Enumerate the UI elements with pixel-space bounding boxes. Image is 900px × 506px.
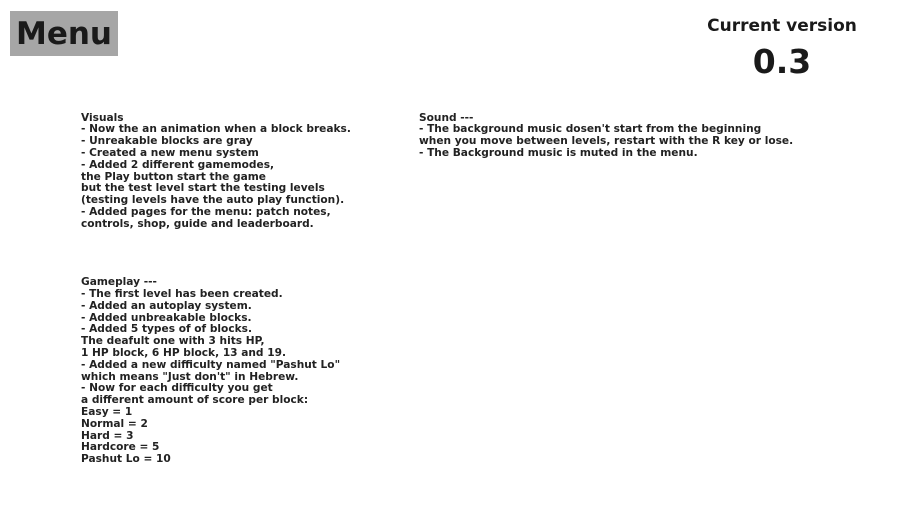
gameplay-section <box>81 277 351 466</box>
visuals-section <box>81 113 351 231</box>
gameplay-line: - Added 5 types of of blocks. <box>81 323 252 336</box>
visuals-line: controls, shop, guide and leaderboard. <box>81 217 314 230</box>
gameplay-heading: Gameplay --- <box>81 276 157 289</box>
sound-section <box>419 113 793 160</box>
gameplay-line: The deafult one with 3 hits HP, <box>81 335 265 348</box>
patch-notes-left-column <box>81 89 351 478</box>
gameplay-line: Hard = 3 <box>81 429 134 442</box>
gameplay-line: Pashut Lo = 10 <box>81 453 171 466</box>
patch-notes-right-column <box>419 89 793 172</box>
visuals-line: - Now the an animation when a block breaks. <box>81 123 351 136</box>
gameplay-line: Normal = 2 <box>81 417 148 430</box>
visuals-line: but the test level start the testing levels <box>81 182 325 195</box>
gameplay-line: - Added a new difficulty named "Pashut Lo" <box>81 358 341 371</box>
sound-line: - The Background music is muted in the menu. <box>419 146 698 159</box>
version-label: Current version <box>707 16 857 36</box>
visuals-line: - Added 2 different gamemodes, <box>81 158 275 171</box>
visuals-line: - Created a new menu system <box>81 146 259 159</box>
gameplay-line: which means "Just don't" in Hebrew. <box>81 370 299 383</box>
gameplay-line: a different amount of score per block: <box>81 394 309 407</box>
visuals-line: - Unreakable blocks are gray <box>81 135 253 148</box>
sound-heading: Sound --- <box>419 111 474 124</box>
sound-line: - The background music dosen't start from the beginning <box>419 123 762 136</box>
visuals-line: (testing levels have the auto play function). <box>81 194 345 207</box>
gameplay-line: Hardcore = 5 <box>81 441 160 454</box>
gameplay-line: Easy = 1 <box>81 405 133 418</box>
visuals-line: - Added pages for the menu: patch notes, <box>81 205 331 218</box>
gameplay-line: 1 HP block, 6 HP block, 13 and 19. <box>81 346 286 359</box>
visuals-line: the Play button start the game <box>81 170 266 183</box>
visuals-heading: Visuals <box>81 111 124 124</box>
gameplay-line: - Now for each difficulty you get <box>81 382 273 395</box>
version-number: 0.3 <box>752 42 812 81</box>
gameplay-line: - Added an autoplay system. <box>81 299 252 312</box>
gameplay-line: - The first level has been created. <box>81 287 283 300</box>
version-block <box>702 15 862 83</box>
gameplay-line: - Added unbreakable blocks. <box>81 311 252 324</box>
sound-line: when you move between levels, restart with the R key or lose. <box>419 135 794 148</box>
menu-button[interactable]: Menu <box>10 11 118 56</box>
